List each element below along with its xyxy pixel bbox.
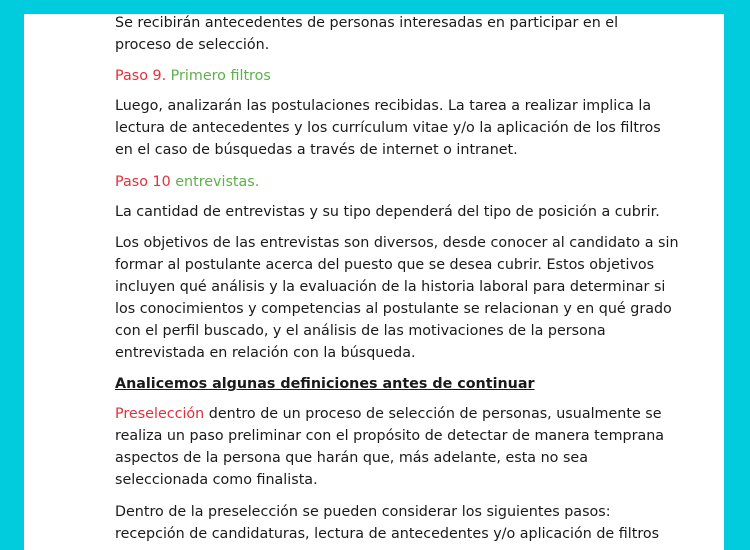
text-line: Dentro de la preselección se pueden considerar los siguientes pasos:: [115, 504, 611, 520]
step-10-label: Paso 10: [115, 174, 171, 190]
text-fragment: dentro de un proceso de selección de personas, usualmente se: [204, 406, 662, 422]
step-10-heading: [115, 171, 655, 193]
text-line: Se recibirán antecedentes de personas interesadas en participar en el: [115, 15, 619, 31]
text-line: lectura de antecedentes y los currículum vitae y/o la aplicación de los filtros: [115, 120, 661, 136]
preselection-paragraph: [115, 403, 665, 491]
intro-paragraph: [115, 14, 655, 56]
text-line: [115, 403, 662, 425]
text-line: formar al postulante acerca del puesto que se desea cubrir. Estos objetivos: [115, 257, 655, 273]
text-line: seleccionada como finalista.: [115, 472, 318, 488]
text-line: incluyen qué análisis y la evaluación de la historia laboral para determinar si: [115, 279, 666, 295]
preselection-steps-paragraph: [115, 501, 660, 545]
preselection-term: Preselección: [115, 406, 205, 422]
text-line: aspectos de la persona que harán que, más adelante, esta no sea: [115, 450, 588, 466]
step-9-label: Paso 9.: [115, 68, 167, 84]
step-10-paragraph: [115, 201, 660, 223]
definitions-heading: Analicemos algunas definiciones antes de continuar: [115, 376, 535, 392]
text-line: realiza un paso preliminar con el propósito de detectar de manera temprana: [115, 428, 665, 444]
text-line: Luego, analizarán las postulaciones recibidas. La tarea a realizar implica la: [115, 98, 652, 114]
text-line: con el perfil buscado, y el análisis de las motivaciones de la persona: [115, 323, 606, 339]
document-page: [24, 14, 724, 550]
text-line: Los objetivos de las entrevistas son diversos, desde conocer al candidato a sin: [115, 235, 679, 251]
text-line: los conocimientos y competencias al postulante se relacionan y en qué grado: [115, 301, 672, 317]
step-10-title: entrevistas.: [170, 174, 260, 190]
text-line: entrevistada en relación con la búsqueda.: [115, 345, 416, 361]
objectives-paragraph: [115, 232, 679, 364]
step-9-title: Primero filtros: [166, 68, 271, 84]
text-line: recepción de candidaturas, lectura de antecedentes y/o aplicación de filtros: [115, 526, 660, 542]
text-line: La cantidad de entrevistas y su tipo dependerá del tipo de posición a cubrir.: [115, 204, 660, 220]
text-line: en el caso de búsquedas a través de internet o intranet.: [115, 142, 518, 158]
text-line: proceso de selección.: [115, 37, 270, 53]
step-9-heading: [115, 65, 655, 87]
step-9-paragraph: [115, 95, 661, 161]
